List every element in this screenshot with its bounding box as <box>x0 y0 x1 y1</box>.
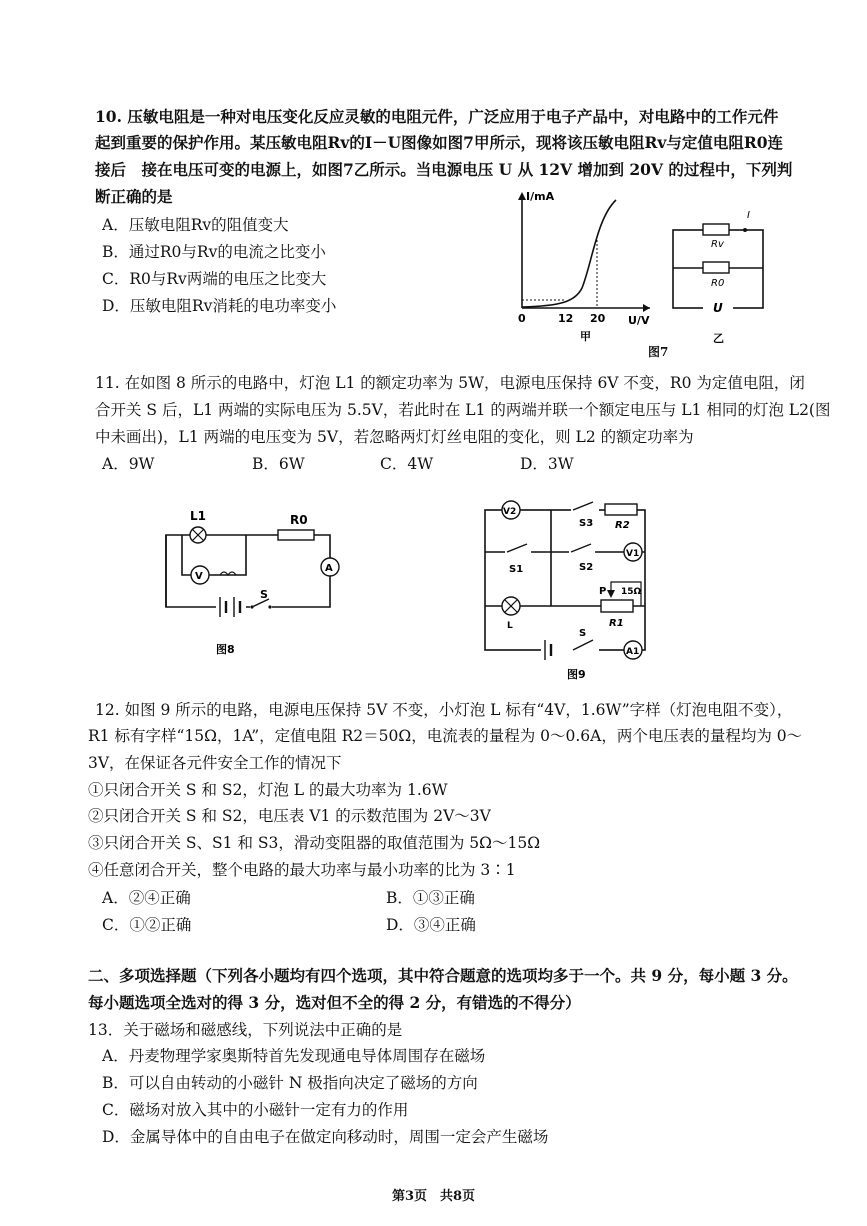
fig9-s2: S2 <box>579 562 594 573</box>
q10-option-b: B．通过R0与Rv的电流之比变小 <box>102 243 326 261</box>
fig8-ammeter: A <box>325 563 333 574</box>
fig7-caption: 图7 <box>648 345 669 359</box>
q10-line-4: 断正确的是 <box>95 187 173 206</box>
fig9-p: P <box>599 586 607 597</box>
fig7-tick-20: 20 <box>590 312 606 325</box>
fig8-r0: R0 <box>290 513 308 527</box>
q12-line-3: 3V，在保证各元件安全工作的情况下 <box>88 754 342 772</box>
fig9-v1: V1 <box>626 549 640 559</box>
q13-option-d: D．金属导体中的自由电子在做定向移动时，周围一定会产生磁场 <box>102 1128 549 1146</box>
q11-line-3: 中未画出)，L1 两端的电压变为 5V，若忽略两灯灯丝电阻的变化，则 L2 的额定功率为 <box>95 428 694 446</box>
q11-line-2: 合开关 S 后，L1 两端的实际电压为 5.5V，若此时在 L1 的两端并联一个额定电压与 L1 相同的灯泡 L2(图 <box>95 401 831 419</box>
fig7-yi-rv: Rv <box>711 239 724 250</box>
q12-option-a: A．②④正确 <box>102 889 191 907</box>
fig9-caption: 图9 <box>567 668 586 681</box>
fig8-caption: 图8 <box>216 643 235 656</box>
q12-option-c: C．①②正确 <box>102 916 192 934</box>
fig9-s: S <box>579 628 587 639</box>
fig7-yi-caption: 乙 <box>713 332 724 345</box>
q12-statement-2: ②只闭合开关 S 和 S2，电压表 V1 的示数范围为 2V～3V <box>88 807 491 825</box>
q13-option-a: A．丹麦物理学家奥斯特首先发现通电导体周围存在磁场 <box>102 1047 486 1065</box>
fig7-jia-graph <box>500 188 660 348</box>
q10-option-d: D．压敏电阻Rv消耗的电功率变小 <box>102 297 337 315</box>
fig7-jia-caption: 甲 <box>580 330 591 343</box>
q13-stem: 13．关于磁场和磁感线，下列说法中正确的是 <box>88 1021 403 1039</box>
q11-line-1: 11. 在如图 8 所示的电路中，灯泡 L1 的额定功率为 5W，电源电压保持 6V 不变，R0 为定值电阻，闭 <box>95 374 805 392</box>
fig7-yi-r0: R0 <box>711 278 725 289</box>
q13-option-b: B．可以自由转动的小磁针 N 极指向决定了磁场的方向 <box>102 1074 478 1092</box>
fig8-switch-s: S <box>260 588 268 601</box>
fig7-yi-circuit <box>665 200 785 350</box>
fig8-l1: L1 <box>190 509 206 523</box>
q11-option-a: A．9W <box>102 455 155 473</box>
q10-line-2: 起到重要的保护作用。某压敏电阻Rv的I－U图像如图7甲所示，现将该压敏电阻Rv与定值电阻R0连 <box>95 133 783 152</box>
q13-option-c: C．磁场对放入其中的小磁针一定有力的作用 <box>102 1101 409 1119</box>
fig9-s3: S3 <box>579 518 594 529</box>
q11-option-c: C．4W <box>380 455 434 473</box>
fig7-tick-0: 0 <box>518 312 526 325</box>
fig7-yi-i: I <box>747 210 750 221</box>
fig9-ohm: 15Ω <box>621 587 642 597</box>
fig9-v2: V2 <box>503 507 517 517</box>
q10-line-1: 10. 压敏电阻是一种对电压变化反应灵敏的电阻元件，广泛应用于电子产品中，对电路中的工作元件 <box>95 107 779 126</box>
section2-heading-line-1: 二、多项选择题（下列各小题均有四个选项，其中符合题意的选项均多于一个。共 9 分，每小题 3 分。 <box>88 966 798 985</box>
fig9-a1: A1 <box>626 647 640 657</box>
fig9-circuit <box>475 490 675 690</box>
q10-line-3: 接后 接在电压可变的电源上，如图7乙所示。当电源电压 U 从 12V 增加到 20V 的过程中，下列判 <box>95 160 793 179</box>
fig9-s1: S1 <box>509 564 524 575</box>
q12-statement-3: ③只闭合开关 S、S1 和 S3，滑动变阻器的取值范围为 5Ω～15Ω <box>88 834 541 852</box>
q11-option-b: B．6W <box>252 455 305 473</box>
fig7-yi-u: U <box>713 301 723 315</box>
page-footer: 第3页 共8页 <box>391 1189 476 1204</box>
fig9-l: L <box>507 621 513 631</box>
fig9-r2: R2 <box>615 520 630 531</box>
q12-option-b: B．①③正确 <box>386 889 475 907</box>
q12-statement-4: ④任意闭合开关，整个电路的最大功率与最小功率的比为 3∶1 <box>88 861 516 879</box>
q10-option-c: C．R0与Rv两端的电压之比变大 <box>102 270 327 288</box>
q10-option-a: A．压敏电阻Rv的阻值变大 <box>102 216 289 234</box>
fig8-circuit <box>150 505 360 665</box>
fig8-voltmeter: V <box>195 571 203 582</box>
fig7-ylabel: I/mA <box>526 190 555 203</box>
section2-heading-line-2: 每小题选项全选对的得 3 分，选对但不全的得 2 分，有错选的不得分） <box>88 993 581 1012</box>
fig7-xlabel: U/V <box>628 314 650 327</box>
q12-line-1: 12. 如图 9 所示的电路，电源电压保持 5V 不变，小灯泡 L 标有“4V，1.6W”字样（灯泡电阻不变）， <box>95 701 793 719</box>
fig9-r1: R1 <box>609 618 624 629</box>
q12-line-2: R1 标有字样“15Ω，1A”，定值电阻 R2＝50Ω，电流表的量程为 0～0.6A，两个电压表的量程均为 0～ <box>88 727 803 745</box>
q11-option-d: D．3W <box>520 455 574 473</box>
q12-statement-1: ①只闭合开关 S 和 S2，灯泡 L 的最大功率为 1.6W <box>88 781 448 799</box>
fig7-tick-12: 12 <box>558 312 574 325</box>
q12-option-d: D．③④正确 <box>386 916 476 934</box>
